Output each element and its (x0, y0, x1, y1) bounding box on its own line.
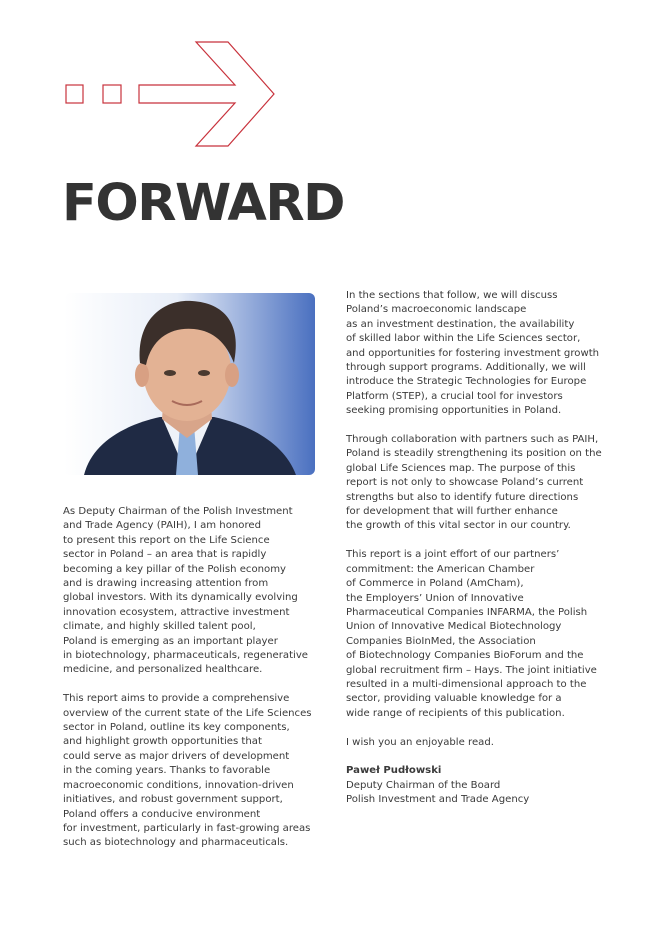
paragraph: This report aims to provide a comprehensive overview of the current state of the Life Sciences sector in Poland, outline its key components, and highlight growth opportunities that could serve as major drivers of development in the coming years. Thanks to favorable macroeconomic conditions, innovation-driven initiatives, and robust government support, Poland offers a conducive environment for investment, particularly in fast-growing areas such as biotechnology and pharmaceuticals. (63, 693, 312, 849)
page-title: FORWARD (62, 174, 345, 233)
signature-block (346, 764, 616, 807)
portrait-photo (64, 293, 315, 475)
signature-organization: Polish Investment and Trade Agency (346, 794, 530, 806)
paragraph: As Deputy Chairman of the Polish Investment and Trade Agency (PAIH), I am honored to present this report on the Life Science sector in Poland – an area that is rapidly becoming a key pillar of the Polish economy and is drawing increasing attention from global investors. With its dynamically evolving innovation ecosystem, attractive investment climate, and highly skilled talent pool, Poland is emerging as an important player in biotechnology, pharmaceuticals, regenerative medicine, and personalized healthcare. (63, 506, 309, 676)
right-column (346, 289, 616, 808)
paragraph: Through collaboration with partners such as PAIH, Poland is steadily strengthening its position on the global Life Sciences map. The purpose of this report is not only to showcase Poland’s current strengths but also to identify future directions for development that will further enhance the growth of this vital sector in our country. (346, 434, 602, 532)
paragraph: This report is a joint effort of our partners’ commitment: the American Chamber of Commerce in Poland (AmCham), the Employers’ Union of Innovative Pharmaceutical Companies INFARMA, the Polish Union of Innovative Medical Biotechnology Companies BioInMed, the Association of Biotechnology Companies BioForum and the global recruitment firm – Hays. The joint initiative resulted in a multi-dimensional approach to the sector, providing valuable knowledge for a wide range of recipients of this publication. (346, 549, 597, 719)
signature-role: Deputy Chairman of the Board (346, 779, 501, 791)
arrow-logo-icon (64, 40, 278, 150)
signature-name: Paweł Pudłowski (346, 765, 442, 777)
left-column (63, 505, 323, 865)
paragraph: I wish you an enjoyable read. (346, 736, 494, 748)
paragraph: In the sections that follow, we will discuss Poland’s macroeconomic landscape as an investment destination, the availability of skilled labor within the Life Sciences sector, and opportunities for fostering investment growth through support programs. Additionally, we will introduce the Strategic Technologies for Europe Platform (STEP), a crucial tool for investors seeking promising opportunities in Poland. (346, 290, 600, 417)
